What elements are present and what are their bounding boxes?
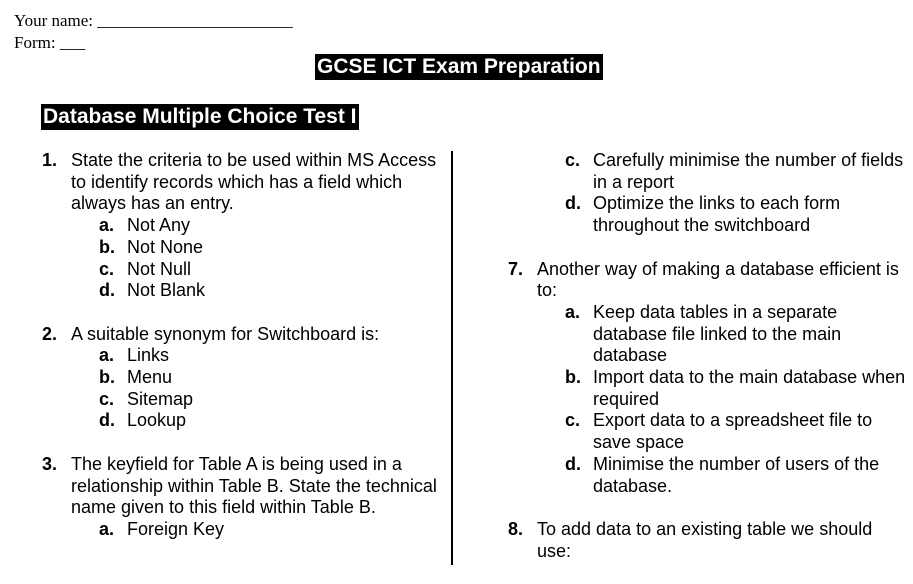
question-number: 7. xyxy=(508,258,524,279)
option-b xyxy=(42,237,442,259)
option-b xyxy=(42,367,442,389)
option-letter: c. xyxy=(99,258,115,279)
option-a xyxy=(508,302,908,367)
question-number: 1. xyxy=(42,150,58,170)
option-d xyxy=(508,193,908,236)
option-letter: d. xyxy=(99,280,115,301)
option-text: Menu xyxy=(127,367,173,388)
question-text: Another way of making a database efficient is to: xyxy=(537,258,899,301)
option-text: Import data to the main database when required xyxy=(593,367,906,409)
option-text: Not None xyxy=(127,236,204,257)
question-3 xyxy=(42,454,442,541)
option-a xyxy=(42,215,442,237)
question-text: The keyfield for Table A is being used in a relationship within Table B. State the technical name given to this field within Table B. xyxy=(71,453,437,518)
option-letter: b. xyxy=(99,236,115,257)
option-c xyxy=(508,150,908,193)
option-letter: a. xyxy=(565,301,581,322)
option-letter: c. xyxy=(565,150,581,170)
question-7 xyxy=(508,259,908,498)
question-number: 8. xyxy=(508,518,524,539)
option-letter: b. xyxy=(565,367,581,388)
question-number: 2. xyxy=(42,323,58,344)
option-c xyxy=(42,259,442,281)
right-column xyxy=(508,150,908,584)
document-title: GCSE ICT Exam Preparation xyxy=(317,55,601,78)
question-text: To add data to an existing table we should use: xyxy=(537,518,873,561)
option-letter: a. xyxy=(99,215,115,236)
option-text: Keep data tables in a separate database file linked to the main database xyxy=(593,301,842,366)
option-letter: c. xyxy=(99,388,115,409)
question-6-continued xyxy=(508,150,908,237)
option-a xyxy=(42,345,442,367)
question-text: A suitable synonym for Switchboard is: xyxy=(71,323,380,344)
question-2 xyxy=(42,324,442,433)
option-letter: c. xyxy=(565,410,581,431)
option-text: Foreign Key xyxy=(127,518,225,539)
option-text: Lookup xyxy=(127,410,187,431)
your-name-field: Your name: _______________________ xyxy=(14,11,293,30)
option-a xyxy=(42,519,442,541)
option-text: Minimise the number of users of the database. xyxy=(593,453,880,496)
option-letter: b. xyxy=(99,367,115,388)
option-letter: d. xyxy=(99,410,115,431)
option-d xyxy=(508,454,908,497)
left-column xyxy=(42,150,442,562)
question-number: 3. xyxy=(42,453,58,474)
option-text: Not Any xyxy=(127,215,191,236)
option-d xyxy=(42,410,442,432)
option-c xyxy=(42,389,442,411)
option-letter: d. xyxy=(565,453,581,474)
option-letter: a. xyxy=(99,345,115,366)
option-c xyxy=(508,410,908,453)
option-text: Not Blank xyxy=(127,280,206,301)
form-field: Form: ___ xyxy=(14,33,86,52)
option-letter: a. xyxy=(99,518,115,539)
option-text: Carefully minimise the number of fields in a report xyxy=(593,150,904,192)
option-text: Links xyxy=(127,345,170,366)
column-divider xyxy=(451,151,453,565)
option-b xyxy=(508,367,908,410)
question-8 xyxy=(508,519,908,562)
option-text: Not Null xyxy=(127,258,192,279)
option-text: Sitemap xyxy=(127,388,194,409)
option-text: Optimize the links to each form throughout the switchboard xyxy=(593,193,841,236)
option-text: Export data to a spreadsheet file to save space xyxy=(593,410,873,453)
question-text: State the criteria to be used within MS Access to identify records which has a field which always has an entry. xyxy=(71,150,437,214)
test-title: Database Multiple Choice Test I xyxy=(43,105,357,128)
question-1 xyxy=(42,150,442,302)
option-letter: d. xyxy=(565,193,581,214)
option-d xyxy=(42,280,442,302)
